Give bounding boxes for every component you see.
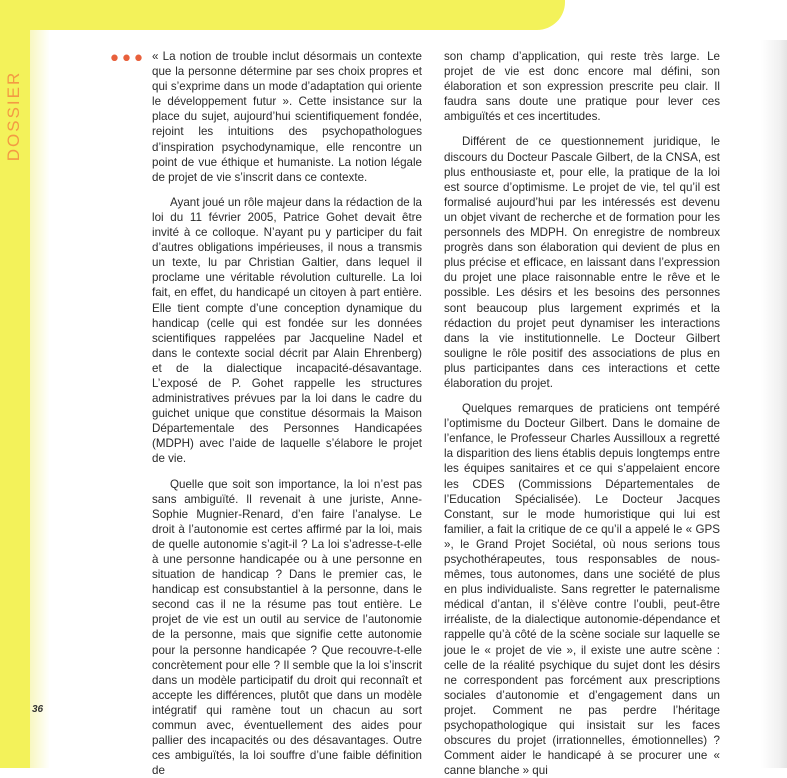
page-number: 36 [32, 704, 44, 715]
left-text-column [152, 49, 422, 778]
page-edge-shadow [761, 40, 787, 768]
paragraph: son champ d’application, qui reste très large. Le projet de vie est donc encore mal défini, son élaboration et son expression prescrite peu clair. Il faudra sans doute une pratique pour lever ces ambiguïtés et ces incertitudes. [444, 50, 720, 124]
paragraph: « La notion de trouble inclut désormais un contexte que la personne détermine par ses choix propres et qui s’exprime dans un mode d’adaptation qui oriente le développement futur ». Cette insistance sur la place du sujet, aujourd’hui scientifiquement fondée, rejoint les intuitions des psychopathologues d’inspiration psychodynamique, elle rencontre un point de vue éthique et humaniste. La notion légale de projet de vie s’inscrit dans ce contexte. [152, 50, 422, 184]
paragraph: Ayant joué un rôle majeur dans la rédaction de la loi du 11 février 2005, Patrice Gohet devait être invité à ce colloque. N’ayant pu y participer du fait d’autres obligations impérieuses, il nous a transmis un texte, lu par Christian Galtier, dans lequel il proclame une véritable révolution culturelle. La loi fait, en effet, du handicapé un citoyen à part entière. Elle tient compte d’une conception dynamique du handicap (celle qui est fondée sur les données scientifiques rappelées par Jacqueline Nadel et dans le contexte social décrit par Alain Ehrenberg) et de la dialectique incapacité-désavantage. L’exposé de P. Gohet rappelle les structures administratives prévues par la loi dans le cadre du guichet unique que constitue désormais la Maison Départementale des Personnes Handicapées (MDPH) avec l’aide de laquelle s’élabore le projet de vie. [152, 195, 422, 466]
section-label: DOSSIER [4, 70, 23, 162]
paragraph: Quelle que soit son importance, la loi n’est pas sans ambiguïté. Il revenait à une juriste, Anne-Sophie Mugnier-Renard, d’en faire l’analyse. Le droit à l’autonomie est certes affirmé par la loi, mais de quelle autonomie s’agit-il ? La loi s’adresse-t-elle à une personne handicapée ou à une personne en situation de handicap ? Dans le premier cas, le handicap est consubstantiel à la personne, dans le second cas il ne la résume pas tout entière. Le projet de vie est un outil au service de l’autonomie de la personne, mais que signifie cette autonomie pour la personne handicapée ? Que recouvre-t-elle concrètement pour elle ? Il semble que la loi s’inscrit dans un modèle participatif du droit qui reconnaît et accepte les différences, plutôt que dans un modèle intégratif qui ramène tout un chacun au sort commun avec, éventuellement des aides pour pallier des incapacités ou des désavantages. Outre ces ambiguïtés, la loi souffre d’une faible définition de [152, 477, 422, 778]
top-accent-band [0, 0, 565, 30]
right-text-column [444, 49, 720, 778]
ellipsis-bullets-icon: ••• [108, 47, 144, 72]
left-band-fade [30, 30, 50, 768]
paragraph: Quelques remarques de praticiens ont tempéré l’optimisme du Docteur Gilbert. Dans le domaine de l’enfance, le Professeur Charles Aussilloux a regretté la disparition des liens établis depuis longtemps entre les équipes sanitaires et ce qui s’appelaient encore les CDES (Commissions Départementales de l’Education Spécialisée). Le Docteur Jacques Constant, sur le mode humoristique qui lui est familier, a fait la critique de ce qu’il a appelé le « GPS », le Grand Projet Sociétal, où nous serions tous psychothérapeutes, tous responsables de nous-mêmes, tous autonomes, dans une société de plus en plus individualiste. Sans regretter le paternalisme médical d’antan, il s’élève contre l’oubli, peut-être irréaliste, de la dialectique autonomie-dépendance et rappelle qu’à côté de la scène sociale sur laquelle se joue le « projet de vie », il existe une autre scène : celle de la réalité psychique du sujet dont les désirs ne correspondent pas forcément aux prescriptions sociales d’autonomie et d’engagement dans un projet. Comment ne pas perdre l’héritage psychopathologique qui insistait sur les faces obscures du projet (irrationnelles, émotionnelles) ? Comment aider le handicapé à se procurer une « canne blanche » qui [444, 402, 720, 778]
paragraph: Différent de ce questionnement juridique, le discours du Docteur Pascale Gilbert, de la CNSA, est plus enthousiaste et, pour elle, la pratique de la loi est source d’optimisme. Le projet de vie, tel qu’il est formalisé aujourd’hui par les intéressés est devenu un objet vivant de recherche et de formation pour les personnels des MDPH. On enregistre de nombreux progrès dans son élaboration qui devient de plus en plus précise et efficace, en laissant dans l’expression du projet une place raisonnable entre le rêve et le possible. Les désirs et les besoins des personnes sont beaucoup plus largement exprimés et la rédaction du projet peut dynamiser les interactions dans la vie institutionnelle. Le Docteur Gilbert souligne le rôle positif des associations de plus en plus participantes dans ces interactions et cette élaboration du projet. [444, 135, 720, 390]
